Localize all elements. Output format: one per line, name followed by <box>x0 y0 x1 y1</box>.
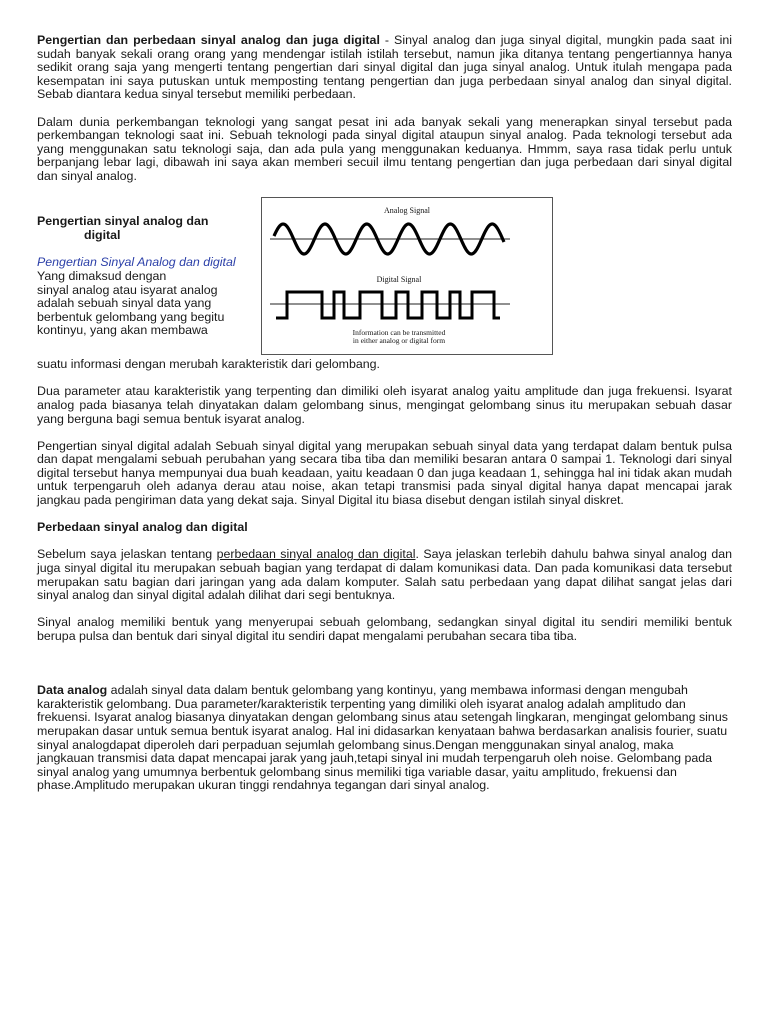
shape-comparison-paragraph: Sinyal analog memiliki bentuk yang menyerupai sebuah gelombang, sedangkan sinyal digital itu sendiri memiliki bentuk berupa pulsa dan bentuk dari sinyal digital itu sendiri dapat mengalami perubahan secara tiba tiba. <box>37 615 732 643</box>
analog-continuation: suatu informasi dengan merubah karakteristik dari gelombang. <box>37 357 380 372</box>
signal-figure <box>261 197 553 355</box>
context-paragraph: Dalam dunia perkembangan teknologi yang sangat pesat ini ada banyak sekali yang menerapkan sinyal tersebut pada perkembangan teknologi saat ini. Sebuah teknologi pada sinyal digital ataupun sinyal analog. Pada teknologi tersebut ada yang menggunakan satu teknologi saja, dan ada pula yang menggunakan keduanya. Hmmm, saya rasa tidak perlu untuk berpanjang lebar lagi, dibawah ini saya akan memberi secuil ilmu tentang pengertian dan juga perbedaan dari sinyal digital dan sinyal analog. <box>37 114 732 183</box>
digital-signal-label: Digital Signal <box>376 275 422 285</box>
intro-body: - Sinyal analog dan juga sinyal digital, mungkin pada saat ini sudah banyak sekali orang orang yang mendengar istilah istilah tersebut, namun jika ditanya tentang pengertiannya hanya sedikit orang saja yang mengerti tentang pengertian dari sinyal digital dan juga sinyal analog. Untuk itulah mengapa pada kesempatan ini saya putuskan untuk memposting tentang pengertian dan juga perbedaan sinyal analog dan sinyal digital. Sebab diantara kedua sinyal tersebut memiliki perbedaan. <box>37 33 732 102</box>
digital-square-wave <box>276 292 500 318</box>
data-analog-body: adalah sinyal data dalam bentuk gelombang yang kontinyu, yang membawa informasi dengan mengubah karakteristik gelombang. Dua parameter/karakteristik terpenting yang dimiliki oleh isyarat analog adalah amplitudo dan frekuensi. Isyarat analog biasanya dinyatakan dengan gelombang sinus atau setengah lingkaran, mengingat gelombang sinus merupakan dasar untuk semua bentuk isyarat analog. Hal ini didasarkan kenyataan bahwa berdasarkan analisis fourier, suatu sinyal analogdapat diperoleh dari perpaduan sejumlah gelombang sinus.Dengan menggunakan sinyal analog, maka jangkauan transmisi data dapat mencapai jarak yang jauh,tetapi sinyal ini mudah terpengaruh oleh noise. Gelombang pada sinyal analog yang umumnya berbentuk gelombang sinus memiliki tiga variable dasar, yaitu amplitudo, frekuensi dan phase.Amplitudo merupakan ukuran tinggi rendahnya tegangan dari sinyal analog. <box>37 683 728 793</box>
analog-definition-block <box>37 215 255 338</box>
data-analog-term: Data analog <box>37 683 108 698</box>
analog-definition-text: Pengertian Sinyal Analog dan digital Yang dimaksud dengan sinyal analog atau isyarat analog adalah sebuah sinyal data yang berbentuk gelombang yang begitu kontinyu, yang akan membawa <box>37 255 236 338</box>
section-heading-pengertian: Pengertian sinyal analog dan <box>37 214 209 229</box>
figure-caption-line1: Information can be transmitted <box>352 328 446 338</box>
figure-caption-line2: in either analog or digital form <box>352 336 446 346</box>
digital-definition-paragraph: Pengertian sinyal digital adalah Sebuah sinyal digital yang merupakan sebuah sinyal data yang terdapat dalam bentuk pulsa dan dapat mengalami sebuah perubahan yang secara tiba tiba dan memiliki besaran antara 0 sampai 1. Teknologi dari sinyal digital tersebut hanya mempunyai dua buah keadaan, yaitu keadaan 0 dan juga keadaan 1, sehingga hal ini tidak akan mudah untuk terpengaruh oleh adanya derau atau noise, akan tetapi transmisi pada sinyal digital hanya dapat mencapai jarak jangkau pada pengiriman data yang dekat saja. Sinyal Digital itu biasa disebut dengan istilah sinyal diskret. <box>37 438 732 508</box>
data-analog-paragraph <box>37 684 732 793</box>
document-page <box>37 34 732 793</box>
intro-title: Pengertian dan perbedaan sinyal analog dan juga digital <box>37 33 380 47</box>
section-heading-perbedaan: Perbedaan sinyal analog dan digital <box>37 520 248 535</box>
differences-paragraph: Sebelum saya jelaskan tentang perbedaan sinyal analog dan digital. Saya jelaskan terlebih dahulu bahwa sinyal analog dan juga sinyal digital itu merupakan sebuah bagian yang terdapat di dalam komunikasi data. Dan pada komunikasi data tersebut merupakan satu bagian dari jaringan yang ada dalam komputer. Salah satu perbedaan yang dapat dilihat sangat jelas dari sinyal analog dan sinyal digital adalah dilihat dari segi bentuknya. <box>37 547 732 603</box>
analog-signal-label: Analog Signal <box>384 206 430 216</box>
differences-link[interactable]: perbedaan sinyal analog dan digital <box>216 547 416 562</box>
intro-paragraph <box>37 34 732 102</box>
figure-section <box>37 197 732 368</box>
analog-definition-link[interactable]: Pengertian Sinyal Analog dan digital <box>37 255 236 270</box>
section-heading-pengertian-line2: digital <box>84 227 121 242</box>
signal-diagram <box>262 198 552 354</box>
analog-parameters-paragraph: Dua parameter atau karakteristik yang terpenting dan dimiliki oleh isyarat analog yaitu amplitude dan juga frekuensi. Isyarat analog pada biasanya telah dinyatakan dalam gelombang sinus, mengingat gelombang sinus itu merupakan sebuah dasar yang berguna bagi semua bentuk isyarat analog. <box>37 384 732 426</box>
